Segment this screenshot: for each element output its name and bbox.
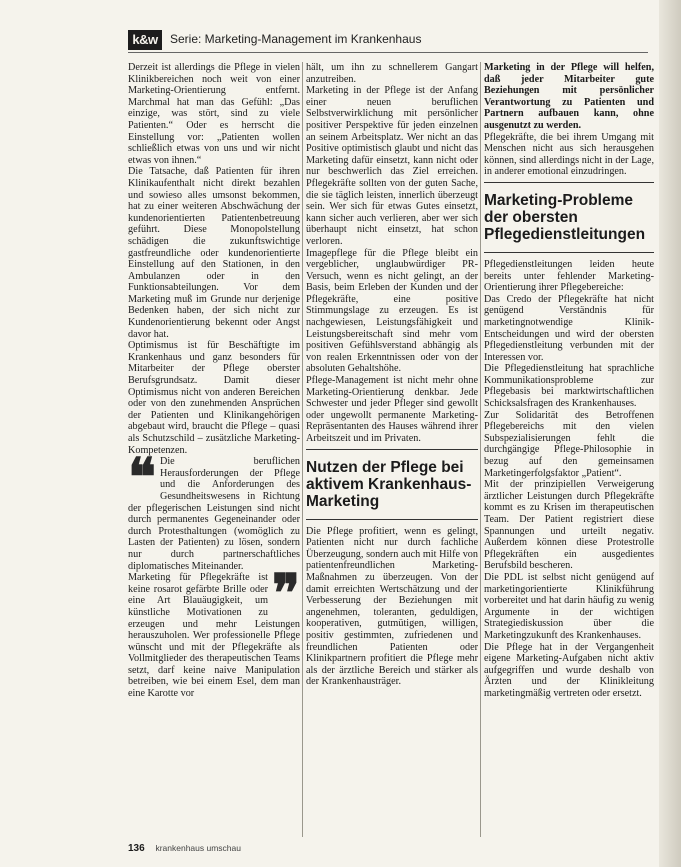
paragraph: Die PDL ist selbst nicht genügend auf marketingorientierte Klinikführung vorbereitet und hat darin häufig zu wenig Argumente in der wichtigen Strategiediskussion über die Marketingzukunft des Krankenhauses. bbox=[484, 571, 654, 641]
paragraph: Die Tatsache, daß Patienten für ihren Klinikaufenthalt nicht direkt bezahlen und sowieso alles umsonst bekommen, hat zu einer weiteren Abschwächung der kundenorientierten Patientenbetreuung geführt. Diese Monopolstellung schädigen die zukunftswichtige gastfreundliche oder kundenorientierte Einstellung auf den Stationen, in den Ambulanzen oder in den Funktionsabteilungen. Vor dem Marketing muß im Grunde nur derjenige Bedenken haben, der sich nicht zur Kundenorientierung bekennt oder Angst davor hat. bbox=[128, 166, 300, 340]
page-header bbox=[128, 30, 648, 52]
pull-quote-text: Die beruflichen Herausforderungen der Pflege und die Anforderungen des Gesundheitswesens in Richtung der pflegerischen Leistungen sind nicht durch permanentes Gegeneinander oder durch Protesthaltungen (womöglich zu Lasten der Patienten) zu lösen, sondern nur durch partnerschaftliches diplomatisches Miteinander. bbox=[128, 456, 300, 572]
header-rule bbox=[128, 52, 648, 53]
opening-quote-icon: ❝ bbox=[128, 449, 156, 508]
section-heading: Marketing-Probleme der obersten Pflegedienstleitungen bbox=[484, 191, 646, 243]
paragraph: Das Credo der Pflegekräfte hat nicht genügend Verständnis für marketingnotwendige Klinik-Entscheidungen und wird der obersten Pflegedienstleitung verbunden mit der Interessen vor. bbox=[484, 293, 654, 363]
paragraph: Die Pflege profitiert, wenn es gelingt, Patienten nicht nur durch fachliche Überzeugung, sondern auch mit Hilfe von patientenfreundlichen Marketing-Maßnahmen zu überzeugen. Von der damit erreichten Wertschätzung und der Verbesserung der Beziehungen mit angenehmen, toleranten, geduldigen, kooperativen, gutmütigen, willigen, positiv gestimmten, zufriedenen und freundlichen Patienten oder Klinikpartnern profitiert die Pflege mehr als der ärztliche Bereich und stärker als der Krankenhausträger. bbox=[306, 525, 478, 688]
text-column-1 bbox=[128, 62, 300, 847]
text-column-3 bbox=[484, 62, 654, 847]
paragraph: hält, um ihn zu schnellerem Gangart anzutreiben. bbox=[306, 62, 478, 85]
magazine-logo: k&w bbox=[128, 30, 162, 50]
paragraph: Pflegedienstleitungen leiden heute bereits unter fehlender Marketing-Orientierung ihrer Pflegebereiche: bbox=[484, 258, 654, 294]
section-heading-box bbox=[306, 449, 478, 520]
section-heading: Nutzen der Pflege bei aktivem Krankenhaus-Marketing bbox=[306, 458, 472, 510]
section-heading-box bbox=[484, 182, 654, 253]
page-footer bbox=[128, 843, 428, 857]
paragraph: Derzeit ist allerdings die Pflege in vielen Klinikbereichen noch weit von einer Marketing-Orientierung entfernt. Marchmal hat man das Gefühl: „Das einzige, was stört, sind zu viele Patienten.“ Oder es herrscht die Einstellung vor: „Patienten wollen schließlich etwas von uns und wir nicht etwas von ihnen.“ bbox=[128, 62, 300, 166]
page-number: 136 bbox=[128, 843, 145, 854]
paragraph: Zur Solidarität des Betroffenen Pflegebereichs mit den vielen Subspezialisierungen fehlt die durchgängige Pflege-Philosophie in bezug auf den gemeinsamen Marketingerfolgsfaktor „Patient“. bbox=[484, 409, 654, 479]
closing-quote-icon: ❞ bbox=[272, 565, 300, 624]
pull-quote bbox=[128, 449, 300, 572]
paragraph: Optimismus ist für Beschäftigte im Krankenhaus und ganz besonders für Mitarbeiter der Pflege oberster Berufsgrundsatz. Damit dieser Optimismus nicht von anderen Bereichen oder von den zunehmenden Ansprüchen der Patienten und Klinikangehörigen abgebaut wird, braucht die Pflege – quasi als Schutzschild – zusätzliche Marketing-Kompetenzen. bbox=[128, 340, 300, 456]
paragraph: Pflegekräfte, die bei ihrem Umgang mit Menschen nicht aus sich herausgehen können, sind allerdings nicht in der Lage, in anderer emotional einzudringen. bbox=[484, 131, 654, 178]
paragraph: Die Pflegedienstleitung hat sprachliche Kommunikationsprobleme zur Pflegebasis bei marktwirtschaftlichen Schicksalsfragen des Krankenhauses. bbox=[484, 363, 654, 410]
page-binding-shadow bbox=[659, 0, 681, 867]
paragraph: Marketing für Pflegekräfte ist keine rosarot gefärbte Brille oder eine Art Blauäugigkeit, um künstliche Motivationen zu erzeugen und mehr Leistungen herauszuholen. Wer professionelle Pflege wünscht und mit der Pflegekräfte als Vollmitglieder des therapeutischen Teams setzt, darf keine naive Manipulation betreiben, wie bei einem Esel, dem man eine Karotte vor bbox=[128, 572, 300, 700]
paragraph: Die Pflege hat in der Vergangenheit eigene Marketing-Aufgaben nicht aktiv aufgegriffen und wurde deshalb von Ärzten und der Klinikleitung marketingmäßig vertreten oder ersetzt. bbox=[484, 641, 654, 699]
paragraph: Imagepflege für die Pflege bleibt ein vergeblicher, unglaubwürdiger PR-Versuch, wenn es nicht gelingt, an der Basis, beim Erleben der Kunden und der Pflegekräfte, eine positive Stimmungslage zu erzeugen. Es ist nachgewiesen, Leistungsfähigkeit und Leistungsbereitschaft sind mehr vom positiven Gefühlsverstand abhängig als von realen Erkenntnissen oder von der absoluten Gehaltshöhe. bbox=[306, 247, 478, 375]
paragraph: Marketing in der Pflege ist der Anfang einer neuen beruflichen Selbstverwirklichung mit persönlicher positiver Perspektive für jeden einzelnen an seinem Arbeitsplatz. Wer nicht an das Positive optimistisch glaubt und nicht das Marketing dafür einsetzt, kann nicht oder nur beschwerlich das Ziel erreichen. Pflegekräfte sollten von der guten Sache, die sie täglich leisten, innerlich überzeugt sein. Wer sich für etwas Gutes einsetzt, kann sicher auch verlieren, aber wer sich überhaupt nicht einsetzt, hat schon verloren. bbox=[306, 85, 478, 247]
lead-paragraph: Marketing in der Pflege will helfen, daß jeder Mitarbeiter gute Beziehungen mit persönlicher Verantwortung zu Patienten und Partnern aufbauen kann, ohne ausgenutzt zu werden. bbox=[484, 62, 654, 131]
publication-name: krankenhaus umschau bbox=[155, 843, 241, 853]
paragraph: Mit der prinzipiellen Verweigerung ärztlicher Leistungen durch Pflegekräfte kommt es zu Krisen im therapeutischen Team. Der Patient registriert diese Spannungen und urteilt negativ. Außerdem können diese Protestrolle Pflegekräften ein ausgedientes Berufsbild bescheren. bbox=[484, 479, 654, 572]
text-column-2 bbox=[306, 62, 478, 847]
column-divider bbox=[302, 62, 303, 837]
series-title: Serie: Marketing-Management im Krankenhaus bbox=[170, 32, 422, 46]
column-divider bbox=[480, 62, 481, 837]
paragraph: Pflege-Management ist nicht mehr ohne Marketing-Orientierung denkbar. Jede Schwester und jeder Pfleger sind gewollt oder ungewollt permanente Marketing-Repräsentanten des Hauses während ihrer Arbeitszeit und im Privaten. bbox=[306, 375, 478, 444]
